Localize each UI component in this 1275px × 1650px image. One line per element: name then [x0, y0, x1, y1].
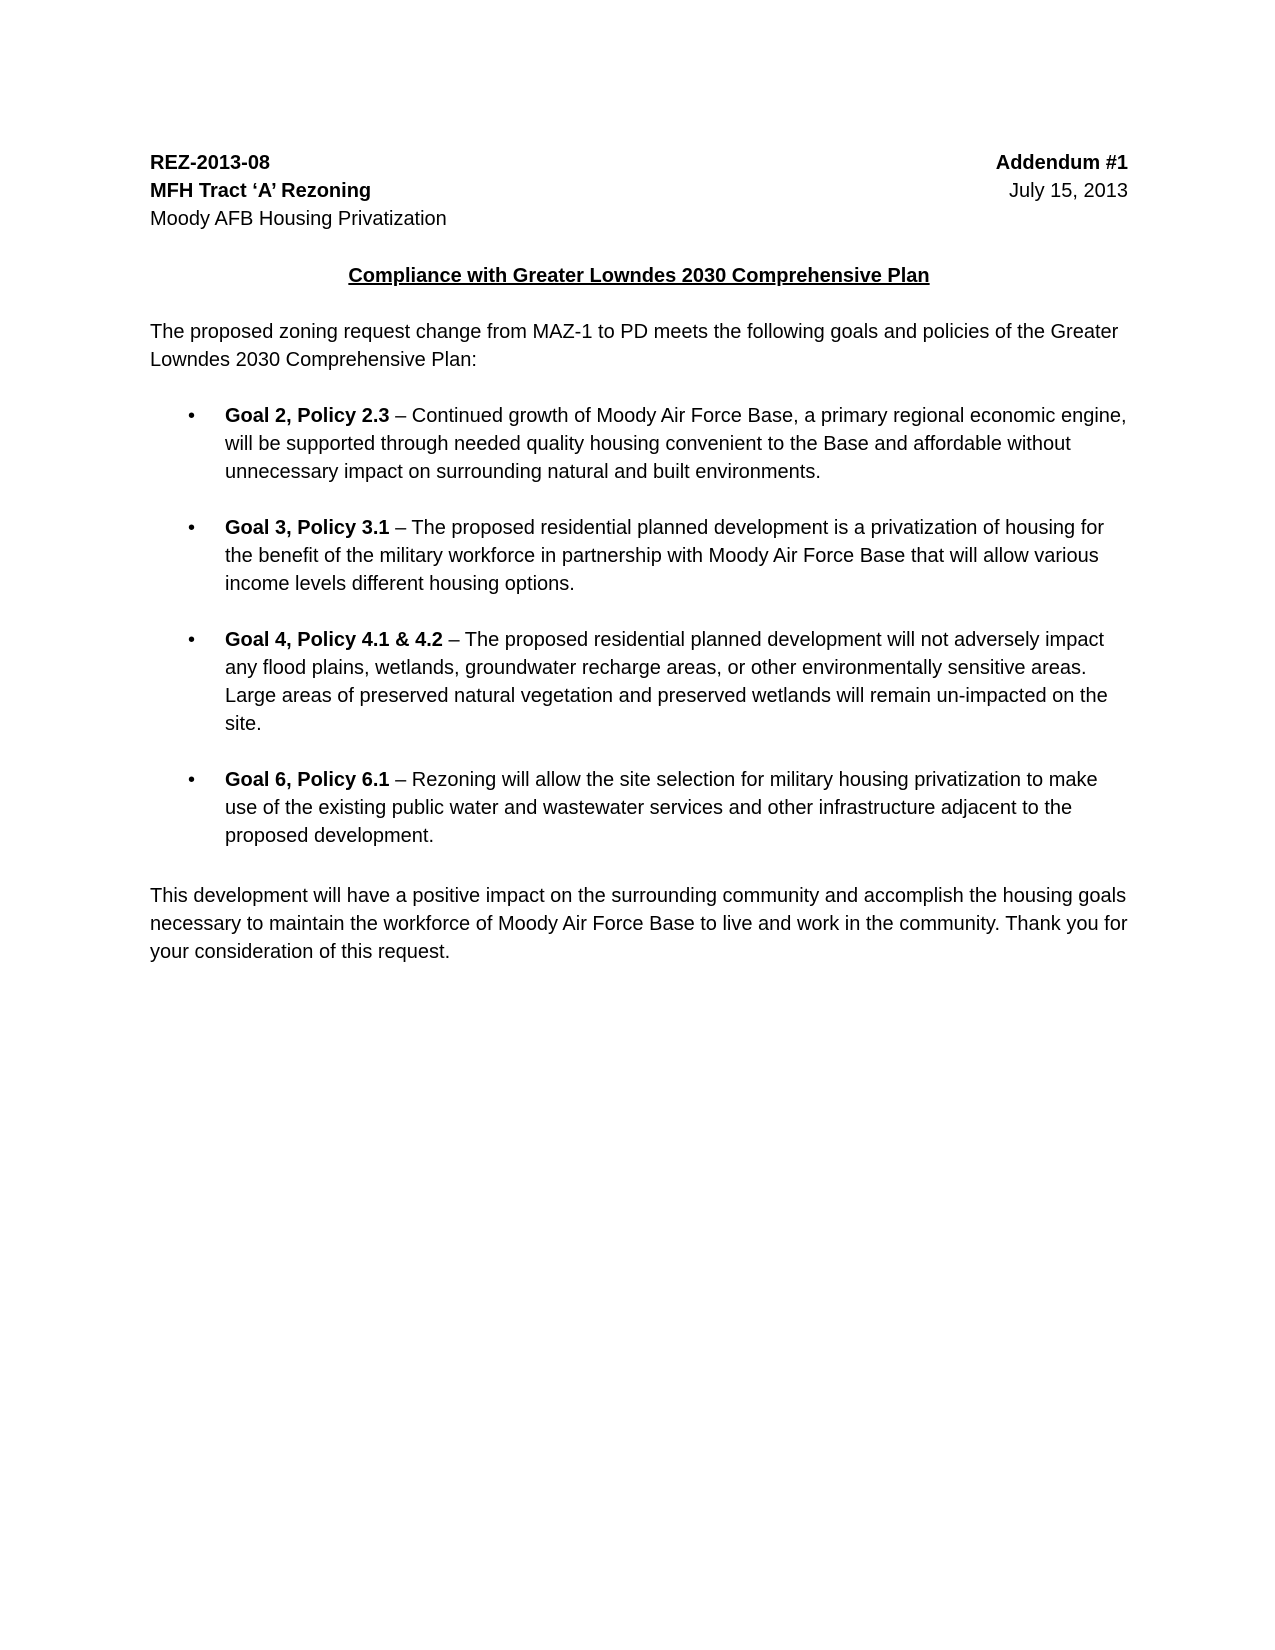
goal-label: Goal 6, Policy 6.1 [225, 769, 390, 791]
bullet-icon: • [188, 405, 196, 427]
bullet-icon: • [188, 769, 196, 791]
goal-text: – Rezoning will allow the site selection for military housing privatization to make use of the existing public water and wastewater services and other infrastructure adjacent to the proposed development. [225, 769, 1098, 847]
project-name: MFH Tract ‘A’ Rezoning [150, 180, 372, 202]
goal-item [150, 402, 1128, 486]
goal-label: Goal 4, Policy 4.1 & 4.2 [225, 629, 443, 651]
goal-item [150, 766, 1128, 850]
header-left-block [150, 149, 750, 233]
goal-text: – Continued growth of Moody Air Force Base, a primary regional economic engine, will be supported through needed quality housing convenient to the Base and affordable without unnecessary impact on surrounding natural and built environments. [225, 405, 1127, 483]
project-subtitle: Moody AFB Housing Privatization [150, 208, 447, 230]
goals-list [150, 402, 1128, 878]
document-date: July 15, 2013 [1009, 180, 1128, 202]
goal-item [150, 514, 1128, 598]
closing-paragraph: This development will have a positive impact on the surrounding community and accomplish the housing goals necessary to maintain the workforce of Moody Air Force Base to live and work in the community. Thank you for your consideration of this request. [150, 885, 1128, 963]
goal-label: Goal 2, Policy 2.3 [225, 405, 390, 427]
intro-paragraph: The proposed zoning request change from MAZ-1 to PD meets the following goals and policies of the Greater Lowndes 2030 Comprehensive Plan: [150, 321, 1119, 371]
header-right-block [828, 149, 1128, 205]
goal-label: Goal 3, Policy 3.1 [225, 517, 390, 539]
bullet-icon: • [188, 517, 196, 539]
goal-item [150, 626, 1128, 738]
case-number: REZ-2013-08 [150, 152, 271, 174]
addendum-label: Addendum #1 [995, 152, 1128, 174]
goal-text: – The proposed residential planned development will not adversely impact any flood plains, wetlands, groundwater recharge areas, or other environmentally sensitive areas. Large areas of preserved natural vegetation and preserved wetlands will remain un-impacted on the site. [225, 629, 1108, 735]
document-title: Compliance with Greater Lowndes 2030 Comprehensive Plan [348, 265, 930, 287]
bullet-icon: • [188, 629, 196, 651]
goal-text: – The proposed residential planned development is a privatization of housing for the benefit of the military workforce in partnership with Moody Air Force Base that will allow various income levels different housing options. [225, 517, 1105, 595]
